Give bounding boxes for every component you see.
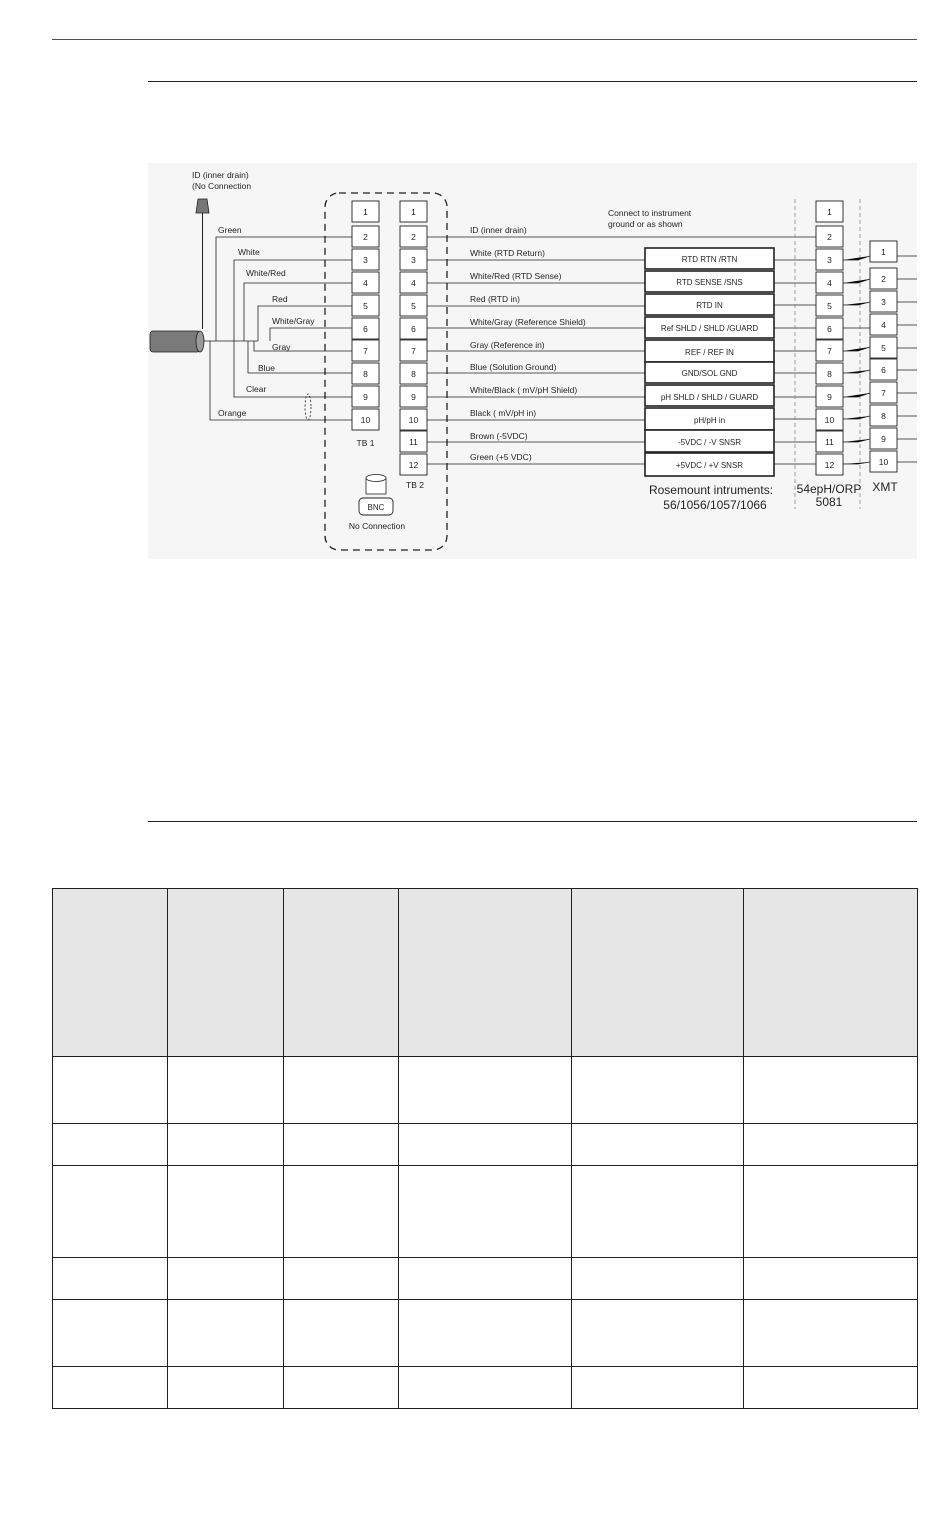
svg-text:2: 2 <box>411 232 416 242</box>
svg-text:9: 9 <box>881 434 886 444</box>
terminal <box>400 318 427 339</box>
header-cell <box>572 889 744 1057</box>
svg-text:1: 1 <box>827 207 832 217</box>
svg-text:RTD IN: RTD IN <box>696 301 723 310</box>
instrument-box <box>645 430 774 452</box>
svg-text:4: 4 <box>363 278 368 288</box>
terminal <box>400 226 427 247</box>
terminal <box>352 249 379 270</box>
table-cell <box>53 1367 168 1409</box>
table-cell <box>168 1166 284 1258</box>
terminal <box>352 226 379 247</box>
wire-label: White/Red <box>246 268 286 278</box>
signal-label: Red (RTD in) <box>470 294 520 304</box>
svg-text:REF / REF IN: REF / REF IN <box>685 348 734 357</box>
drain-label-line1: ID (inner drain) <box>192 170 249 180</box>
bnc-caption: No Connection <box>348 521 406 531</box>
signal-label: Gray (Reference in) <box>470 340 545 350</box>
table-cell <box>53 1057 168 1124</box>
svg-text:pH SHLD / SHLD / GUARD: pH SHLD / SHLD / GUARD <box>660 393 759 402</box>
table-row <box>53 1166 918 1258</box>
svg-text:+5VDC / +V SNSR: +5VDC / +V SNSR <box>675 461 744 470</box>
terminal <box>870 241 897 262</box>
terminal <box>352 363 379 384</box>
terminal <box>816 431 843 452</box>
svg-text:9: 9 <box>363 392 368 402</box>
terminal <box>400 201 427 222</box>
svg-text:6: 6 <box>363 324 368 334</box>
terminal <box>400 340 427 361</box>
svg-text:10: 10 <box>878 457 889 467</box>
table-cell <box>744 1166 918 1258</box>
table-cell <box>53 1300 168 1367</box>
table-row <box>53 1057 918 1124</box>
signal-label: Brown (-5VDC) <box>470 431 528 441</box>
svg-text:10: 10 <box>408 415 419 425</box>
svg-text:GND/SOL GND: GND/SOL GND <box>681 369 738 378</box>
svg-text:11: 11 <box>825 437 834 447</box>
svg-text:Ref SHLD / SHLD /GUARD: Ref SHLD / SHLD /GUARD <box>660 324 759 333</box>
svg-text:1: 1 <box>881 247 886 257</box>
svg-text:2: 2 <box>363 232 368 242</box>
terminal <box>816 272 843 293</box>
signal-label: White/Red (RTD Sense) <box>470 271 562 281</box>
drain-connector-icon <box>196 199 209 213</box>
table-cell <box>284 1166 399 1258</box>
table-row <box>53 1300 918 1367</box>
wire-label: White/Gray <box>272 316 315 326</box>
table-cell <box>284 1258 399 1300</box>
terminal <box>816 226 843 247</box>
data-table <box>52 888 918 1409</box>
table-cell <box>284 1124 399 1166</box>
terminal-block-tb1 <box>352 201 379 448</box>
table-row <box>53 1258 918 1300</box>
svg-text:10: 10 <box>824 415 835 425</box>
svg-text:3: 3 <box>881 297 886 307</box>
table-cell <box>572 1166 744 1258</box>
table-cell <box>284 1300 399 1367</box>
table-cell <box>572 1258 744 1300</box>
svg-text:3: 3 <box>363 255 368 265</box>
instrument-box <box>645 294 774 315</box>
svg-text:2: 2 <box>827 232 832 242</box>
svg-text:5: 5 <box>411 301 416 311</box>
svg-text:7: 7 <box>827 346 832 356</box>
svg-text:6: 6 <box>881 365 886 375</box>
terminal <box>816 295 843 316</box>
instrument-box <box>645 248 774 269</box>
terminal <box>870 428 897 449</box>
drain-label-line2: (No Connection <box>192 181 252 191</box>
table-cell <box>168 1300 284 1367</box>
wire-label: Red <box>272 294 288 304</box>
header-rule <box>52 39 917 40</box>
instrument-box <box>645 362 774 383</box>
svg-text:12: 12 <box>408 460 419 470</box>
header-cell <box>53 889 168 1057</box>
wire-label: White <box>238 247 260 257</box>
signal-label: White/Black ( mV/pH Shield) <box>470 385 578 395</box>
terminal <box>352 386 379 407</box>
table-cell <box>744 1367 918 1409</box>
instrument-box <box>645 385 774 406</box>
terminal <box>352 272 379 293</box>
table-cell <box>399 1367 572 1409</box>
header-cell <box>399 889 572 1057</box>
table-cell <box>168 1124 284 1166</box>
terminal-block-tb2 <box>400 201 427 490</box>
wire-label: Clear <box>246 384 267 394</box>
terminal <box>870 337 897 358</box>
table-cell <box>53 1258 168 1300</box>
terminal <box>870 451 897 472</box>
svg-text:4: 4 <box>827 278 832 288</box>
signal-label: ID (inner drain) <box>470 225 527 235</box>
wire-label: Orange <box>218 408 247 418</box>
svg-text:4: 4 <box>411 278 416 288</box>
tb1-label: TB 1 <box>356 438 375 448</box>
terminal <box>870 268 897 289</box>
wire-label: Blue <box>258 363 276 373</box>
section-rule-top <box>148 81 917 82</box>
table-cell <box>399 1057 572 1124</box>
bnc-label: BNC <box>367 503 385 512</box>
table-cell <box>572 1300 744 1367</box>
instrument-box <box>645 453 774 476</box>
terminal <box>400 363 427 384</box>
signal-label: White/Gray (Reference Shield) <box>470 317 586 327</box>
table-cell <box>744 1057 918 1124</box>
header-cell <box>744 889 918 1057</box>
svg-text:RTD RTN /RTN: RTD RTN /RTN <box>681 255 738 264</box>
svg-text:pH/pH in: pH/pH in <box>693 416 726 425</box>
table-row <box>53 1124 918 1166</box>
table-cell <box>284 1057 399 1124</box>
signal-label: Green (+5 VDC) <box>470 452 532 462</box>
table-row <box>53 1367 918 1409</box>
svg-text:7: 7 <box>363 346 368 356</box>
table-cell <box>744 1258 918 1300</box>
wire-label: Green <box>218 225 242 235</box>
terminal <box>352 409 379 430</box>
terminal <box>816 201 843 222</box>
svg-text:9: 9 <box>827 392 832 402</box>
terminal <box>400 272 427 293</box>
terminal <box>816 386 843 407</box>
instrument-boxes <box>645 248 774 476</box>
table-cell <box>168 1258 284 1300</box>
terminal-column-xmt <box>870 241 897 472</box>
rosemount-title-line2: 56/1056/1057/1066 <box>663 498 767 512</box>
svg-text:1: 1 <box>411 207 416 217</box>
svg-text:12: 12 <box>824 460 835 470</box>
table-cell <box>744 1300 918 1367</box>
rosemount-title-line1: Rosemount intruments: <box>648 483 774 497</box>
table-cell <box>399 1300 572 1367</box>
connect-note-line1: Connect to instrument <box>608 208 692 218</box>
table-cell <box>399 1124 572 1166</box>
svg-text:1: 1 <box>363 207 368 217</box>
svg-text:6: 6 <box>827 324 832 334</box>
terminal <box>870 405 897 426</box>
signal-label: White (RTD Return) <box>470 248 545 258</box>
svg-text:RTD SENSE /SNS: RTD SENSE /SNS <box>676 278 743 287</box>
signal-label: Blue (Solution Ground) <box>470 362 557 372</box>
terminal <box>816 249 843 270</box>
svg-text:8: 8 <box>881 411 886 421</box>
svg-text:9: 9 <box>411 392 416 402</box>
instrument-box <box>645 271 774 292</box>
terminal <box>352 340 379 361</box>
terminal <box>870 314 897 335</box>
terminal <box>352 295 379 316</box>
instrument-box <box>645 408 774 430</box>
terminal <box>816 318 843 339</box>
table-cell <box>168 1367 284 1409</box>
svg-text:6: 6 <box>411 324 416 334</box>
terminal <box>400 409 427 430</box>
terminal <box>352 318 379 339</box>
table-cell <box>399 1166 572 1258</box>
col54-title-line2: 5081 <box>815 495 843 509</box>
terminal <box>816 363 843 384</box>
instrument-box <box>645 340 774 362</box>
table-cell <box>572 1124 744 1166</box>
table-cell <box>399 1258 572 1300</box>
table-cell <box>744 1124 918 1166</box>
wire-label: Gray <box>272 342 291 352</box>
table-cell <box>168 1057 284 1124</box>
table-cell <box>572 1057 744 1124</box>
terminal <box>816 409 843 430</box>
header-cell <box>168 889 284 1057</box>
col54-title-line1: 54epH/ORP <box>796 482 862 496</box>
svg-text:7: 7 <box>411 346 416 356</box>
terminal <box>400 386 427 407</box>
terminal-column-54eph <box>816 201 843 475</box>
svg-text:10: 10 <box>360 415 371 425</box>
table-cell <box>284 1367 399 1409</box>
wiring-diagram <box>148 163 917 559</box>
terminal <box>816 340 843 361</box>
terminal <box>400 295 427 316</box>
svg-text:5: 5 <box>827 301 832 311</box>
table-header-row <box>53 889 918 1057</box>
svg-text:2: 2 <box>881 274 886 284</box>
svg-text:3: 3 <box>411 255 416 265</box>
svg-text:8: 8 <box>363 369 368 379</box>
terminal <box>400 431 427 452</box>
svg-text:4: 4 <box>881 320 886 330</box>
tb2-label: TB 2 <box>406 480 424 490</box>
connect-note-line2: ground or as shown <box>608 219 683 229</box>
svg-text:11: 11 <box>409 437 418 447</box>
svg-text:8: 8 <box>827 369 832 379</box>
terminal <box>870 359 897 380</box>
svg-text:3: 3 <box>827 255 832 265</box>
table-cell <box>53 1124 168 1166</box>
svg-text:5: 5 <box>363 301 368 311</box>
terminal <box>870 382 897 403</box>
table-cell <box>53 1166 168 1258</box>
svg-text:5: 5 <box>881 343 886 353</box>
terminal <box>400 454 427 475</box>
instrument-box <box>645 317 774 338</box>
terminal <box>870 291 897 312</box>
header-cell <box>284 889 399 1057</box>
signal-label: Black ( mV/pH in) <box>470 408 537 418</box>
svg-text:-5VDC / -V SNSR: -5VDC / -V SNSR <box>677 438 742 447</box>
svg-text:7: 7 <box>881 388 886 398</box>
terminal <box>400 249 427 270</box>
xmt-title: XMT <box>872 480 898 494</box>
section-rule-bottom <box>148 821 917 822</box>
svg-text:8: 8 <box>411 369 416 379</box>
terminal <box>816 454 843 475</box>
terminal <box>352 201 379 222</box>
table-cell <box>572 1367 744 1409</box>
